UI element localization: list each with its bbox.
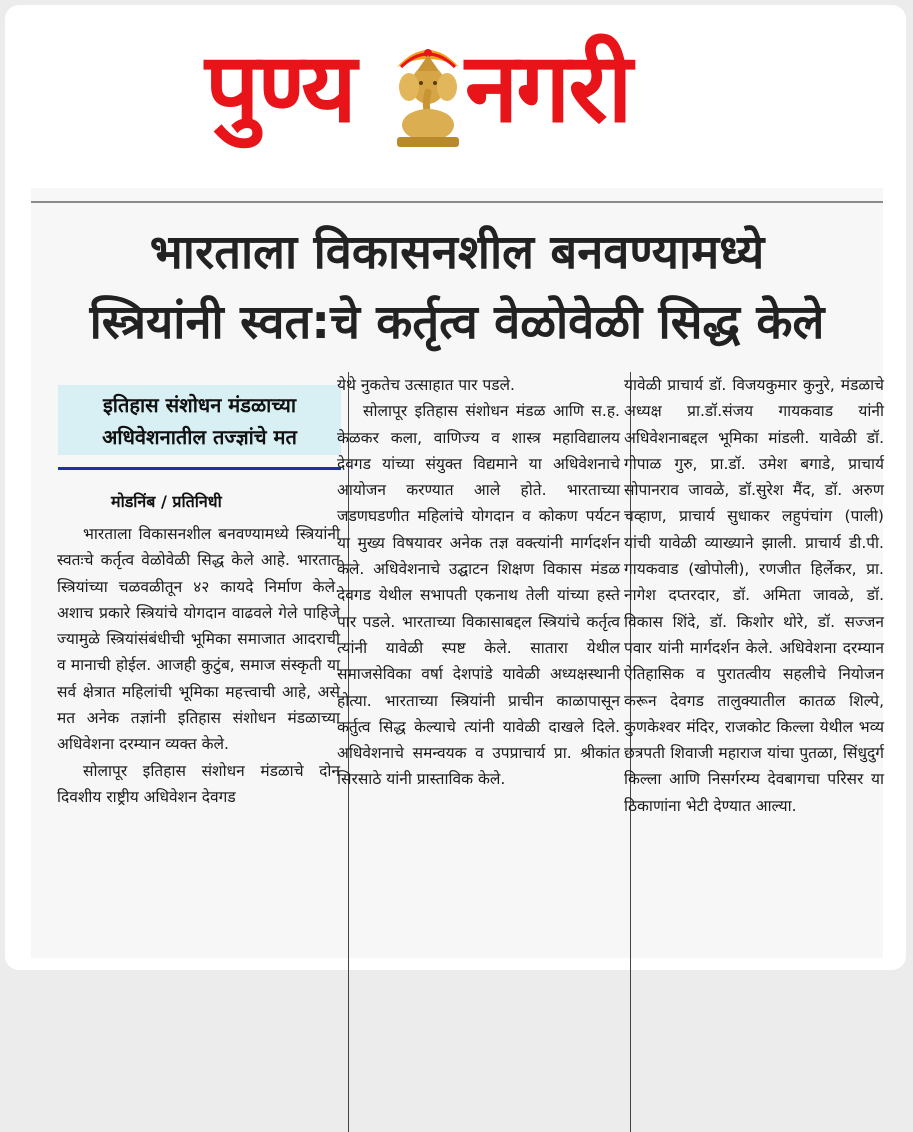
masthead-title-right: नगरी (465, 32, 631, 144)
ganesha-logo-icon (387, 37, 469, 153)
article-column-3 (624, 372, 884, 819)
column-1-paragraph-1: भारताला विकासनशील बनवण्यामध्ये स्त्रियांनी स्वतःचे कर्तृत्व वेळोवेळी सिद्ध केले आहे. भारतात स्त्रियांच्या चळवळीतून ४२ कायदे निर्माण केले. अशाच प्रकारे स्त्रियांचे योगदान वाढवले गेले पाहिजे ज्यामुळे स्त्रियांसंबंधीची भूमिका समाजात आदराची व मानाची होईल. आजही कुटुंब, समाज संस्कृती या सर्व क्षेत्रात महिलांची भूमिका महत्त्वाची आहे, असे मत अनेक तज्ञांनी इतिहास संशोधन मंडळाच्या अधिवेशना दरम्यान व्यक्त केले. (57, 525, 340, 754)
dateline: मोडनिंब / प्रतिनिधी (111, 492, 222, 511)
masthead (5, 27, 906, 157)
article-column-1 (57, 521, 340, 810)
subhead-line-2: अधिवेशनातील तज्ज्ञांचे मत (102, 425, 297, 449)
masthead-title-left: पुण्य (205, 32, 355, 144)
page (5, 5, 906, 970)
headline (31, 218, 883, 358)
column-1-paragraph-2: सोलापूर इतिहास संशोधन मंडळाचे दोन दिवशीय राष्ट्रीय अधिवेशन देवगड (57, 761, 340, 806)
top-divider (31, 201, 883, 203)
column-2-paragraph-2: सोलापूर इतिहास संशोधन मंडळ आणि स.ह. केळकर कला, वाणिज्य व शास्त्र महाविद्यालय देवगड यांच्या संयुक्त विद्यमाने या अधिवेशनाचे आयोजन करण्यात आले होते. भारताच्या जडणघडणीत महिलांचे योगदान व कोकण पर्यटन या मुख्य विषयावर अनेक तज्ञ वक्त्यांनी मार्गदर्शन केले. अधिवेशनाचे उद्घाटन शिक्षण विकास मंडळ देवगड येथील सभापती एकनाथ तेली यांच्या हस्ते पार पडले. भारताच्या विकासाबद्दल स्त्रियांचे कर्तृत्व त्यांनी यावेळी स्पष्ट केले. सातारा येथील समाजसेविका वर्षा देशपांडे यावेळी अध्यक्षस्थानी होत्या. भारताच्या स्त्रियांनी प्राचीन काळापासून कर्तुत्व सिद्ध केल्याचे त्यांनी यावेळी दाखले दिले. अधिवेशनाचे समन्वयक व उपप्राचार्य प्रा. श्रीकांत सिरसाठे यांनी प्रास्ताविक केले. (337, 402, 620, 789)
headline-line-1: भारताला विकासनशील बनवण्यामध्ये (149, 225, 765, 280)
subhead-line-1: इतिहास संशोधन मंडळाच्या (102, 393, 297, 417)
column-2-paragraph-1: येथे नुकतेच उत्साहात पार पडले. (337, 376, 515, 394)
subhead-underline (58, 467, 341, 470)
column-3-paragraph-1: यावेळी प्राचार्य डॉ. विजयकुमार कुनुरे, मंडळाचे अध्यक्ष प्रा.डॉ.संजय गायकवाड यांनी अधिवेशनाबद्दल भूमिका मांडली. यावेळी डॉ. गोपाळ गुरु, प्रा.डॉ. उमेश बगाडे, प्राचार्य सोपानराव जावळे, डॉ.सुरेश मैंद, डॉ. अरुण चव्हाण, प्राचार्य सुधाकर लहुपंचांग (पाली) यांची यावेळी व्याख्याने झाली. प्राचार्य डी.पी. गायकवाड (खोपोली), रणजीत हिर्लेकर, प्रा. नागेश दप्तरदार, डॉ. अमिता जावळे, डॉ. विकास शिंदे, डॉ. किशोर थोरे, डॉ. सज्जन पवार यांनी मार्गदर्शन केले. अधिवेशना दरम्यान ऐतिहासिक व पुरातत्वीय सहलीचे नियोजन करून देवगड तालुक्यातील कातळ शिल्पे, कुणकेश्वर मंदिर, राजकोट किल्ला येथील भव्य छत्रपती शिवाजी महाराज यांचा पुतळा, सिंधुदुर्ग किल्ला आणि निसर्गरम्य देवबागचा परिसर या ठिकाणांना भेटी देण्यात आल्या. (624, 376, 884, 815)
headline-line-2: स्त्रियांनी स्वत:चे कर्तृत्व वेळोवेळी सिद्ध केले (89, 295, 825, 350)
subhead-box (58, 385, 341, 455)
article-column-2 (337, 372, 620, 793)
news-clipping (31, 188, 883, 958)
